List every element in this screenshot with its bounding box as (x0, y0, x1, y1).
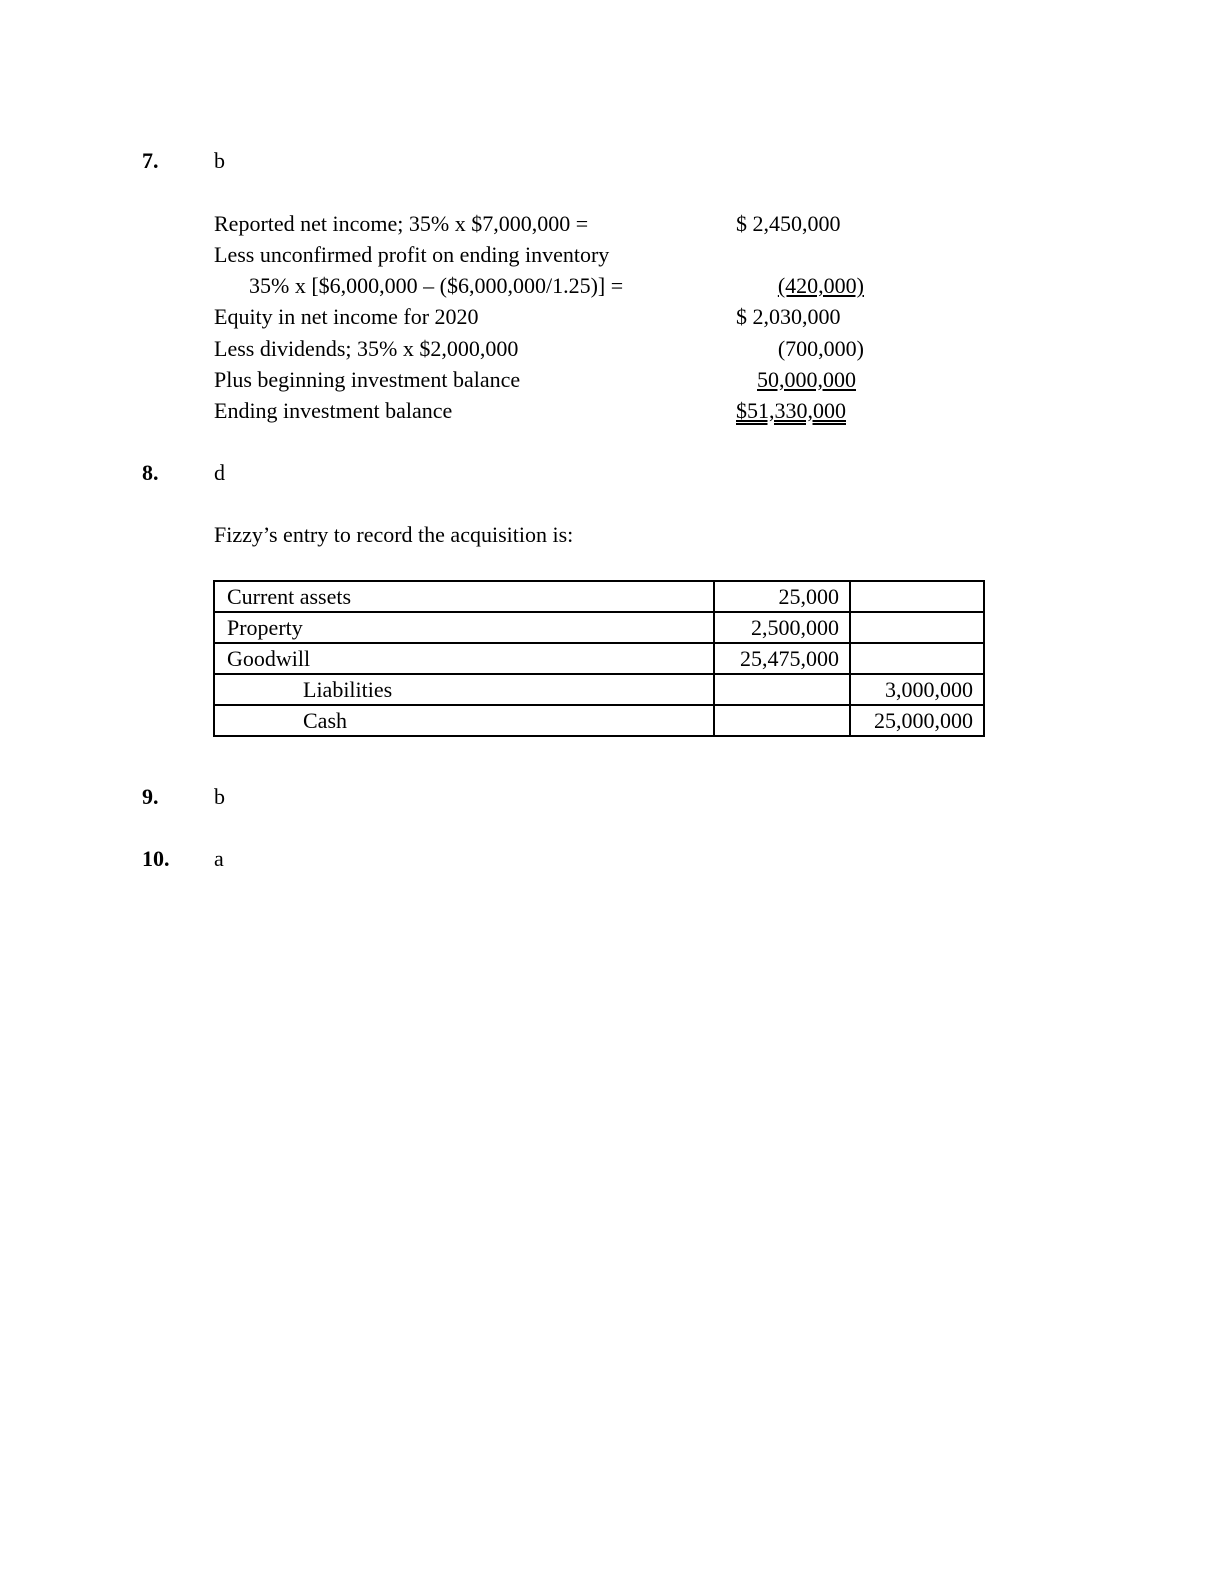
entry-credit (850, 612, 984, 643)
question-number-10: 10. (142, 846, 170, 871)
question-number-9: 9. (142, 784, 159, 809)
question-answer-7: b (214, 148, 225, 173)
table-row (214, 705, 984, 736)
entry-account: Goodwill (214, 643, 714, 674)
entry-debit: 25,000 (714, 581, 850, 612)
question-answer-8: d (214, 460, 225, 485)
calc-label-beginning-balance: Plus beginning investment balance (214, 367, 521, 392)
calc-label-dividends: Less dividends; 35% x $2,000,000 (214, 336, 519, 361)
calc-amount-ending-balance: $51,330,000 (736, 398, 846, 423)
entry-account: Current assets (214, 581, 714, 612)
question-number-8: 8. (142, 460, 159, 485)
calc-amount-reported-net-income: $ 2,450,000 (736, 211, 841, 236)
calc-label-reported-net-income: Reported net income; 35% x $7,000,000 = (214, 211, 589, 236)
question-number-7: 7. (142, 148, 159, 173)
question-answer-10: a (214, 846, 224, 871)
table-row (214, 643, 984, 674)
entry-debit (714, 705, 850, 736)
calc-label-unconfirmed-profit-formula: 35% x [$6,000,000 – ($6,000,000/1.25)] = (249, 273, 624, 298)
entry-credit: 3,000,000 (850, 674, 984, 705)
entry-credit (850, 581, 984, 612)
calc-label-equity-in-net-income: Equity in net income for 2020 (214, 304, 479, 329)
calc-amount-equity-in-net-income: $ 2,030,000 (736, 304, 841, 329)
entry-debit: 2,500,000 (714, 612, 850, 643)
journal-entry-intro: Fizzy’s entry to record the acquisition is: (214, 522, 574, 547)
entry-account: Cash (214, 705, 714, 736)
entry-debit: 25,475,000 (714, 643, 850, 674)
table-row (214, 612, 984, 643)
entry-credit (850, 643, 984, 674)
entry-account: Liabilities (214, 674, 714, 705)
entry-credit: 25,000,000 (850, 705, 984, 736)
journal-entry-table (213, 580, 985, 737)
entry-account: Property (214, 612, 714, 643)
calc-amount-unconfirmed-profit: (420,000) (777, 273, 864, 298)
question-answer-9: b (214, 784, 225, 809)
calc-label-ending-balance: Ending investment balance (214, 398, 453, 423)
calc-amount-beginning-balance: 50,000,000 (757, 367, 856, 392)
table-row (214, 674, 984, 705)
calc-label-unconfirmed-profit: Less unconfirmed profit on ending inventory (214, 242, 610, 267)
table-row (214, 581, 984, 612)
entry-debit (714, 674, 850, 705)
calc-amount-dividends: (700,000) (777, 336, 864, 361)
